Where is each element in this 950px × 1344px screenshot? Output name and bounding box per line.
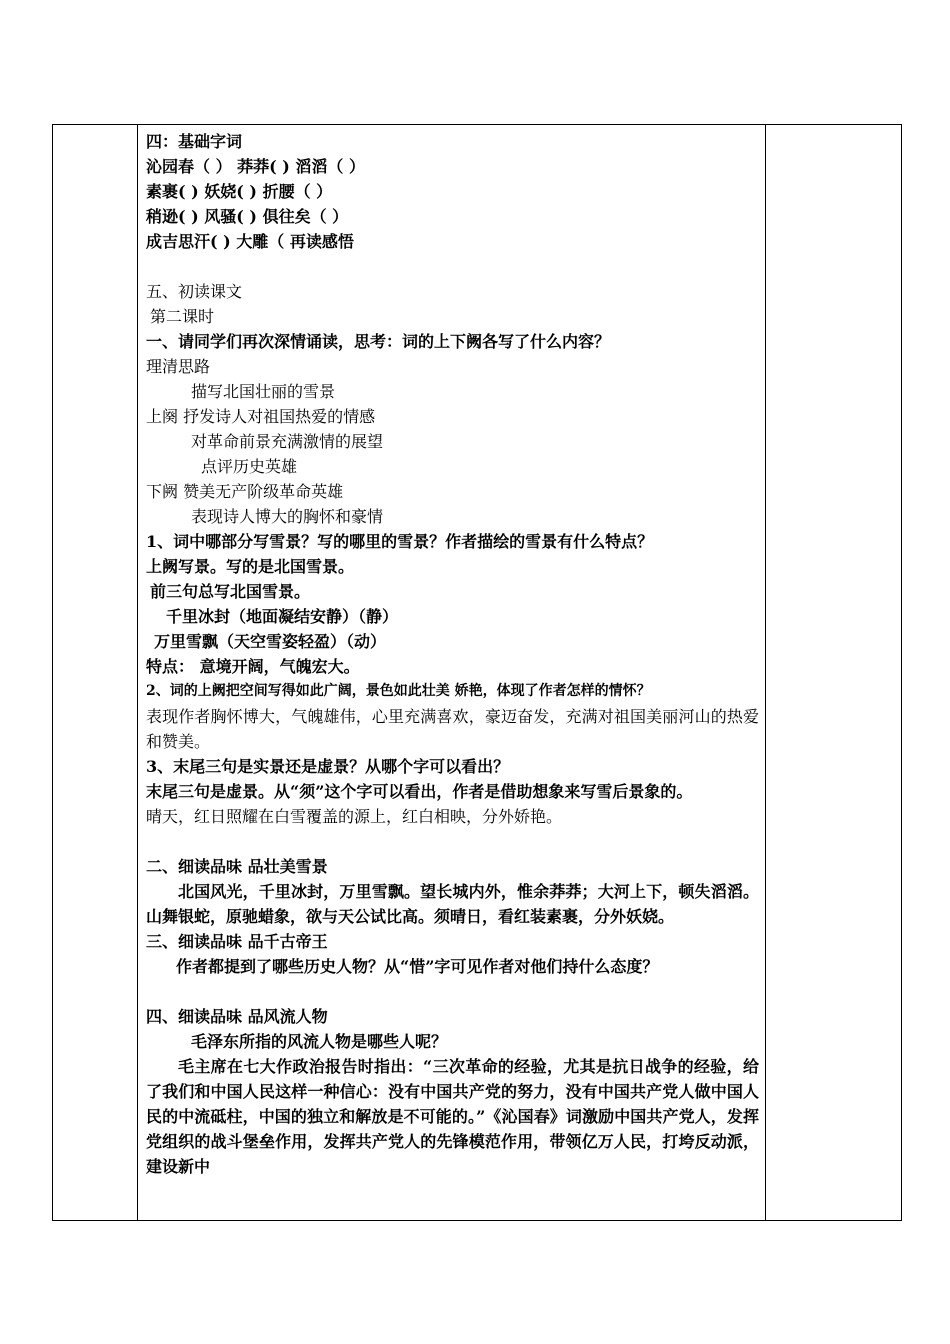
text-line: 三、细读品味 品千古帝王 <box>146 932 328 951</box>
text-line: 2、词的上阙把空间写得如此广阔，景色如此壮美 娇艳，体现了作者怎样的情怀？ <box>146 683 651 699</box>
text-line: 稍逊( ) 风骚( ) 俱往矣（ ） <box>146 207 349 226</box>
text-line: 五、初读课文 <box>146 282 243 301</box>
lesson-content <box>138 125 765 1179</box>
text-line: 3、末尾三句是实景还是虚景？从哪个字可以看出？ <box>146 757 510 776</box>
text-line: 表现作者胸怀博大，气魄雄伟，心里充满喜欢，豪迈奋发，充满对祖国美丽河山的热爱和赞美。 <box>146 707 759 751</box>
text-line: 表现诗人博大的胸怀和豪情 <box>191 507 384 526</box>
text-line: 沁园春（ ） 莽莽( ) 滔滔（ ） <box>146 157 365 176</box>
text-line: 毛泽东所指的风流人物是哪些人呢？ <box>191 1032 448 1051</box>
text-line: 上阙写景。写的是北国雪景。 <box>146 557 355 576</box>
text-line: 下阙 赞美无产阶级革命英雄 <box>146 482 344 501</box>
text-line: 第二课时 <box>150 307 215 326</box>
text-line: 晴天，红日照耀在白雪覆盖的源上，红白相映，分外娇艳。 <box>146 807 563 826</box>
right-column-cell <box>766 125 902 1221</box>
text-line: 理清思路 <box>146 357 211 376</box>
text-line: 前三句总写北国雪景。 <box>150 582 311 601</box>
left-column-cell <box>53 125 138 1221</box>
text-line: 点评历史英雄 <box>201 457 298 476</box>
text-line: 二、细读品味 品壮美雪景 <box>146 857 328 876</box>
text-line: 特点： 意境开阔，气魄宏大。 <box>146 657 360 676</box>
text-line: 成吉思汗( ) 大雕（ 再读感悟 <box>146 232 354 251</box>
blank-line <box>146 254 759 279</box>
text-line: 四、细读品味 品风流人物 <box>146 1007 328 1026</box>
text-line: 一、请同学们再次深情诵读，思考：词的上下阙各写了什么内容？ <box>146 332 611 351</box>
text-line: 上阕 抒发诗人对祖国热爱的情感 <box>146 407 376 426</box>
text-line: 1、词中哪部分写雪景？写的哪里的雪景？作者描绘的雪景有什么特点？ <box>146 532 654 551</box>
text-line: 素裹( ) 妖娆( ) 折腰（ ） <box>146 182 333 201</box>
content-cell <box>138 125 766 1221</box>
text-line: 四：基础字词 <box>146 132 243 151</box>
text-line: 末尾三句是虚景。从“须”这个字可以看出，作者是借助想象来写雪后景象的。 <box>146 782 693 801</box>
text-line: 对革命前景充满激情的展望 <box>191 432 384 451</box>
text-line: 毛主席在七大作政治报告时指出：“三次革命的经验，尤其是抗日战争的经验，给了我们和中国人民这样一种信心：没有中国共产党的努力，没有中国共产党人做中国人民的中流砥柱，中国的独立和解放是不可能的。”《沁国春》词激励中国共产党人，发挥党组织的战斗堡垒作用，发挥共产党人的先锋模范作用，带领亿万人民，打垮反动派，建设新中 <box>146 1057 759 1176</box>
text-line: 千里冰封（地面凝结安静）（静） <box>166 607 399 626</box>
text-line: 描写北国壮丽的雪景 <box>191 382 336 401</box>
text-line: 作者都提到了哪些历史人物？从“惜”字可见作者对他们持什么态度？ <box>176 957 659 976</box>
lesson-table <box>52 124 902 1221</box>
blank-line <box>146 829 759 854</box>
text-line: 万里雪飘（天空雪姿轻盈）（动） <box>154 632 387 651</box>
text-line: 北国风光，千里冰封，万里雪飘。望长城内外，惟余莽莽；大河上下，顿失滔滔。山舞银蛇，原驰蜡象，欲与天公试比高。须晴日，看红装素裹，分外妖娆。 <box>146 882 759 926</box>
blank-line <box>146 979 759 1004</box>
